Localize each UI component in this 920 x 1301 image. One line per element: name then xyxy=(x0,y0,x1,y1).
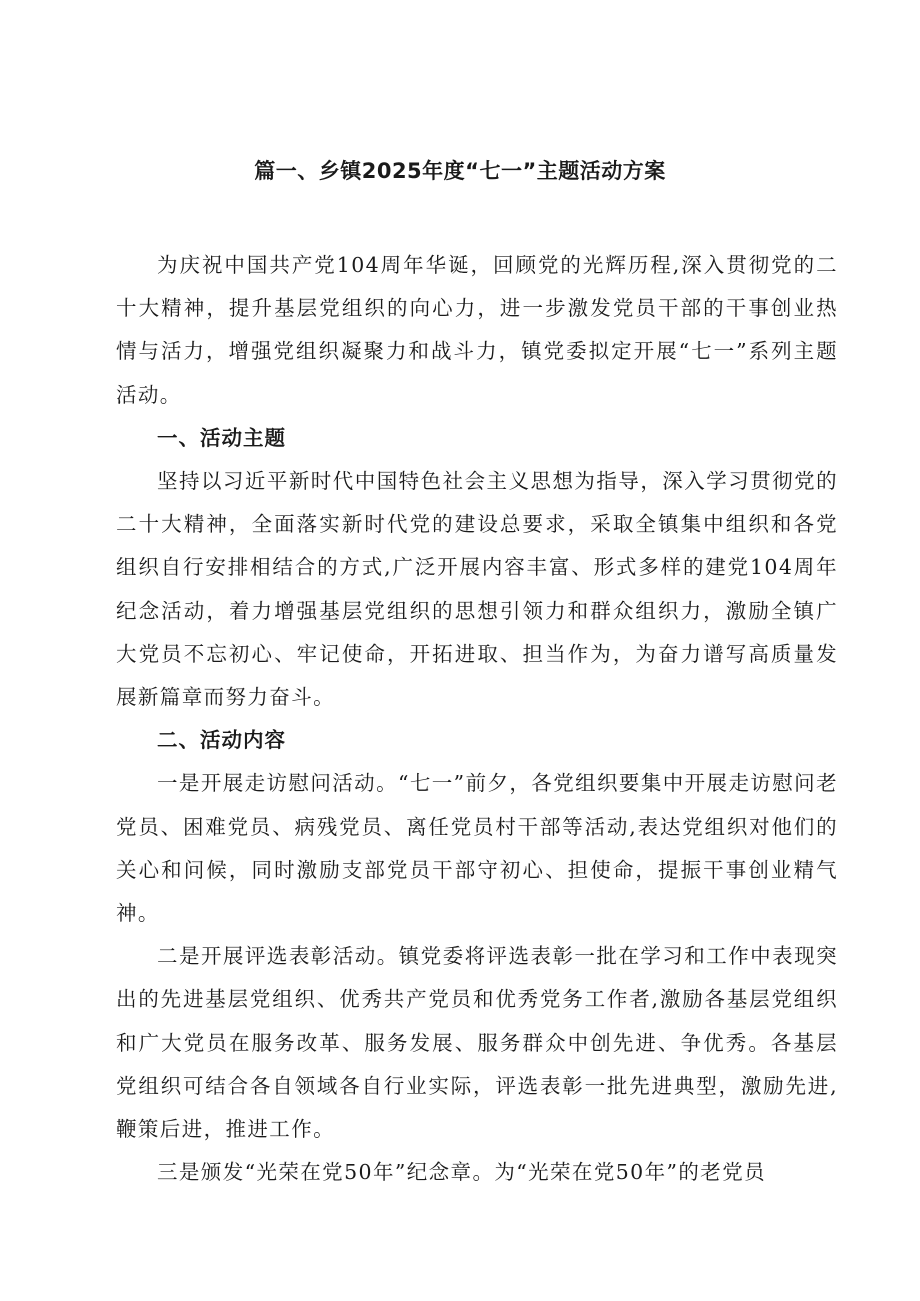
theme-paragraph: 坚持以习近平新时代中国特色社会主义思想为指导，深入学习贯彻党的二十大精神，全面落实新时代党的建设总要求，采取全镇集中组织和各党组织自行安排相结合的方式,广泛开展内容丰富、形式多样的建党104周年纪念活动，着力增强基层党组织的思想引领力和群众组织力，激励全镇广大党员不忘初心、牢记使命，开拓进取、担当作为，为奋力谱写高质量发展新篇章而努力奋斗。 xyxy=(116,469,838,710)
document-body xyxy=(116,244,838,1194)
document-title: 篇一、乡镇2025年度“七一”主题活动方案 xyxy=(254,159,666,183)
intro-paragraph: 为庆祝中国共产党104周年华诞，回顾党的光辉历程,深入贯彻党的二十大精神，提升基层党组织的向心力，进一步激发党员干部的干事创业热情与活力，增强党组织凝聚力和战斗力，镇党委拟定开展“七一”系列主题活动。 xyxy=(116,253,838,407)
section-heading-theme: 一、活动主题 xyxy=(157,425,286,450)
content-item-medals: 三是颁发“光荣在党50年”纪念章。为“光荣在党50年”的老党员 xyxy=(157,1160,766,1185)
content-item-visits: 一是开展走访慰问活动。“七一”前夕，各党组织要集中开展走访慰问老党员、困难党员、病残党员、离任党员村干部等活动,表达党组织对他们的关心和问候，同时激励支部党员干部守初心、担使命，提振干事创业精气神。 xyxy=(116,771,838,926)
content-item-awards: 二是开展评选表彰活动。镇党委将评选表彰一批在学习和工作中表现突出的先进基层党组织、优秀共产党员和优秀党务工作者,激励各基层党组织和广大党员在服务改革、服务发展、服务群众中创先进、争优秀。各基层党组织可结合各自领域各自行业实际，评选表彰一批先进典型，激励先进,鞭策后进，推进工作。 xyxy=(116,944,838,1142)
section-heading-content: 二、活动内容 xyxy=(157,728,286,753)
